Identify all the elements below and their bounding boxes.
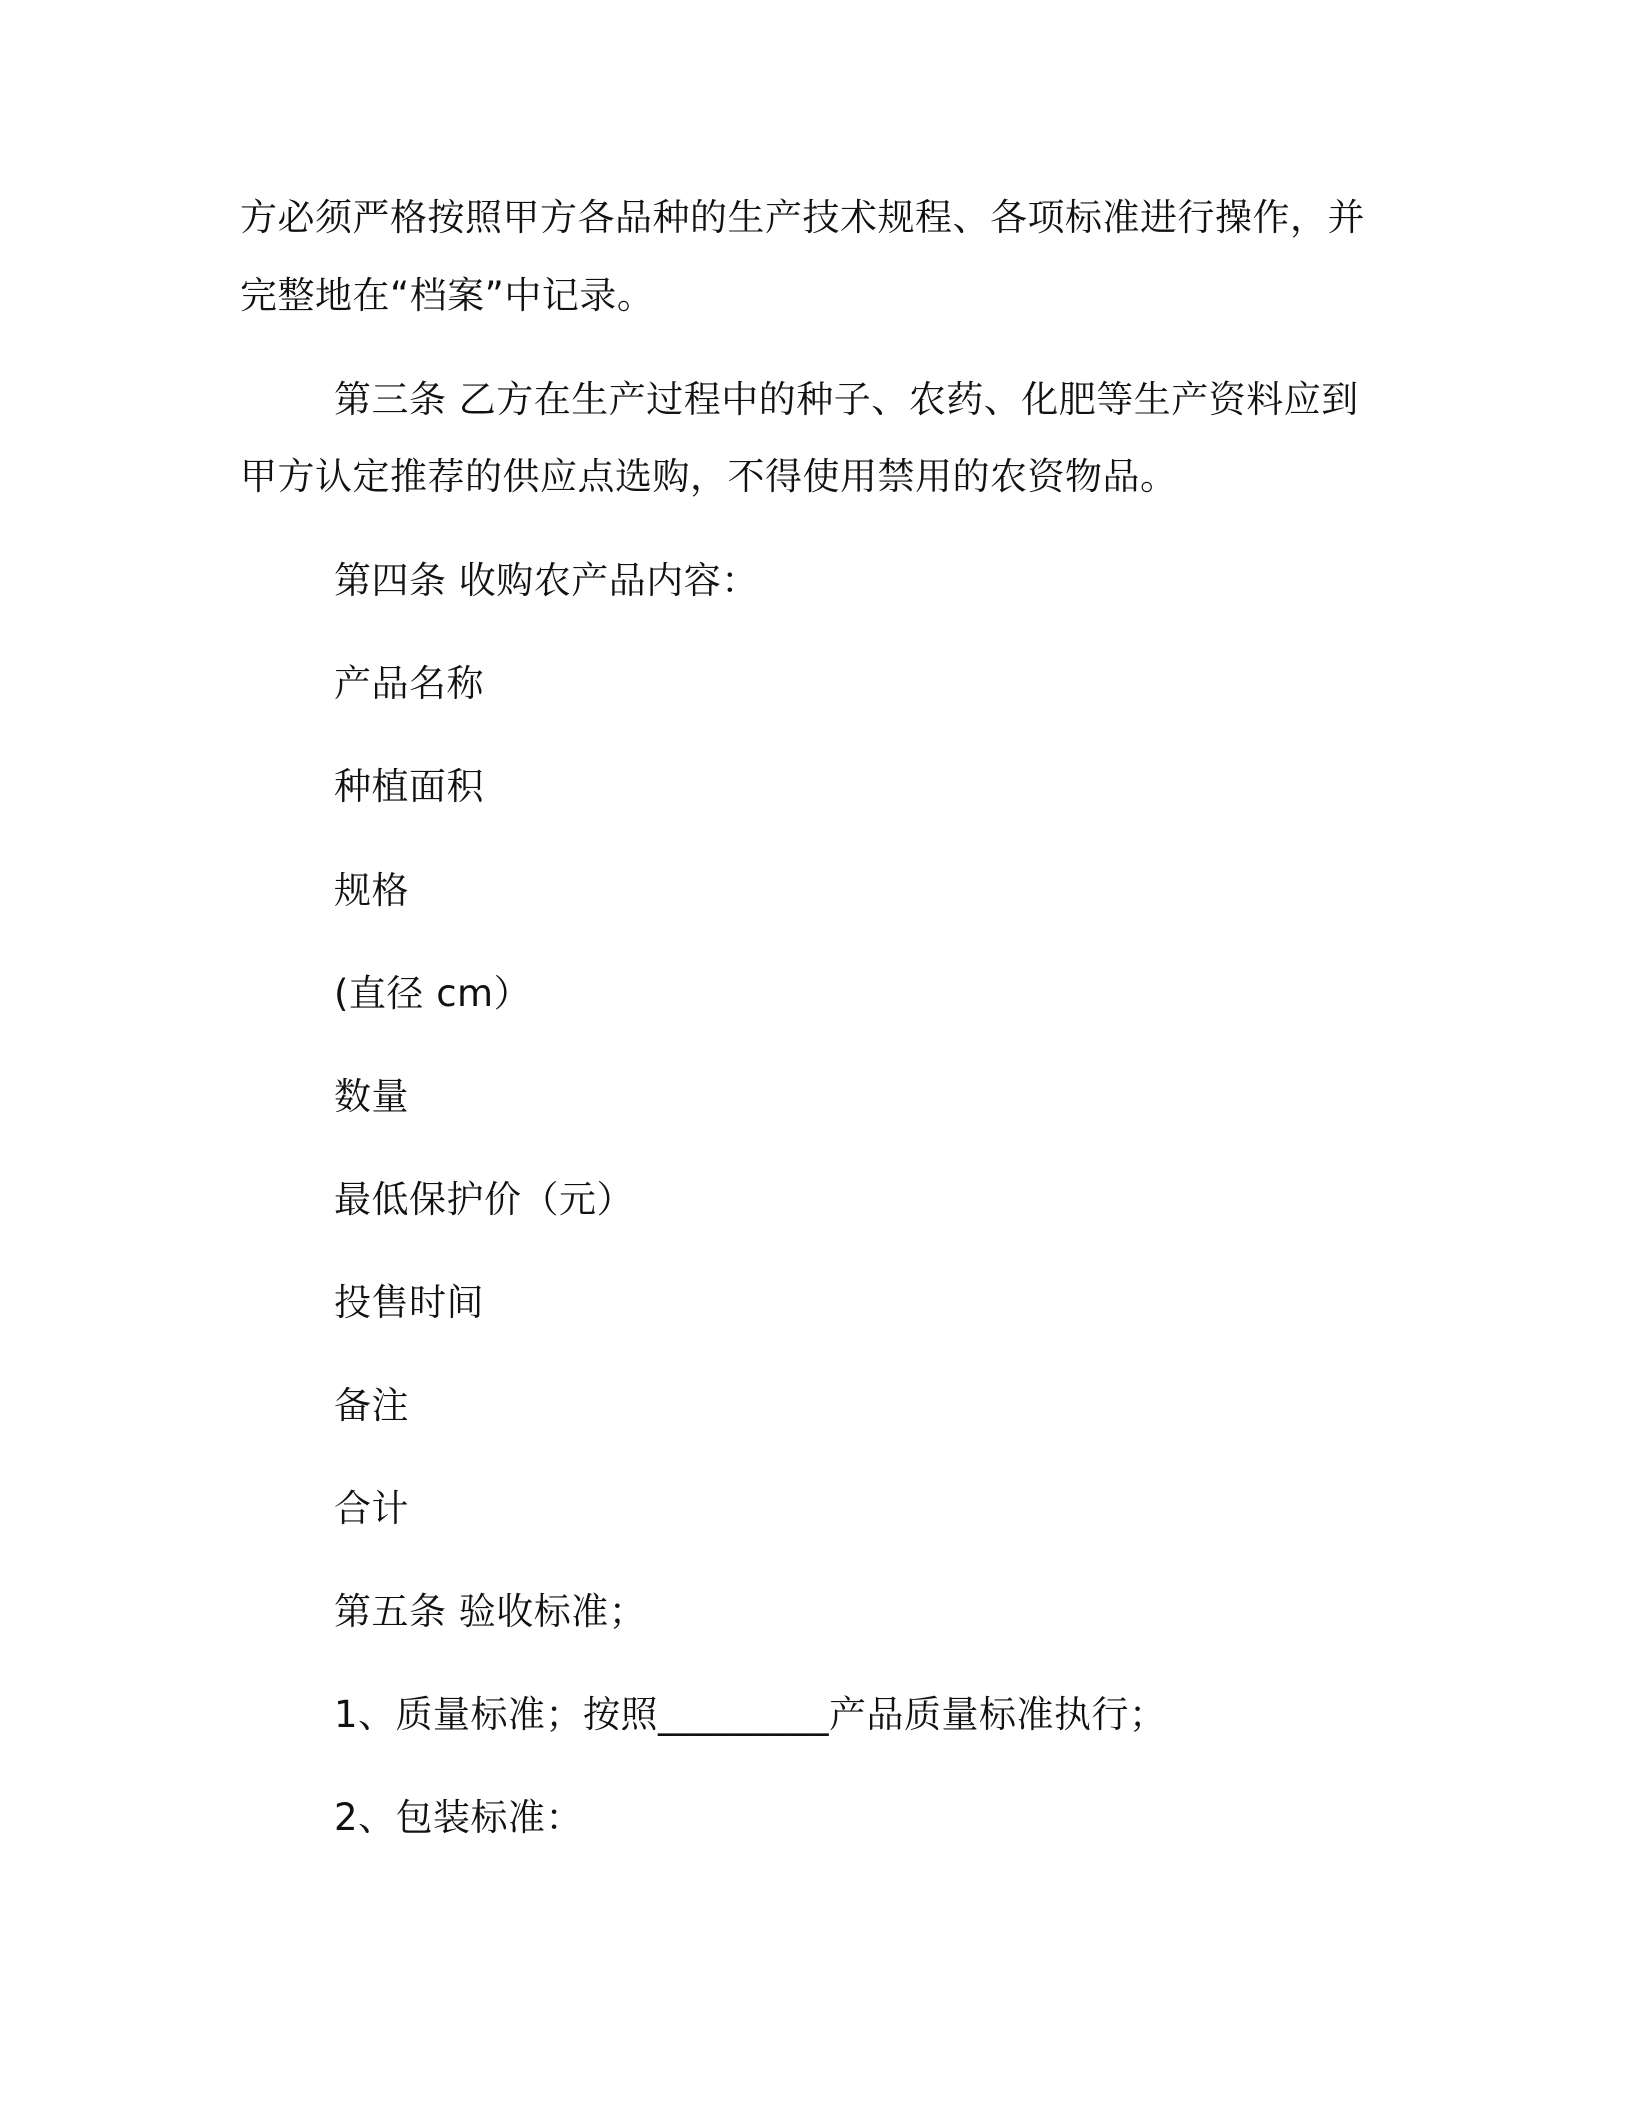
list-item-sale-time: 投售时间 <box>334 1281 484 1324</box>
article-4-heading: 第四条 收购农产品内容： <box>334 559 759 602</box>
list-item-total: 合计 <box>334 1487 409 1530</box>
list-item-diameter: (直径 cm） <box>334 972 532 1015</box>
intro-paragraph-line-2: 完整地在“档案”中记录。 <box>240 274 655 317</box>
packaging-standard-line: 2、包装标准： <box>334 1796 584 1839</box>
list-item-min-price: 最低保护价（元） <box>334 1178 634 1221</box>
list-item-product-name: 产品名称 <box>334 662 484 705</box>
quality-standard-line: 1、质量标准；按照_________产品质量标准执行； <box>334 1693 1167 1736</box>
article-5-heading: 第五条 验收标准； <box>334 1590 647 1633</box>
intro-paragraph-line-1: 方必须严格按照甲方各品种的生产技术规程、各项标准进行操作，并 <box>240 196 1365 239</box>
list-item-remarks: 备注 <box>334 1384 409 1427</box>
list-item-specification: 规格 <box>334 869 409 912</box>
article-3-line-1: 第三条 乙方在生产过程中的种子、农药、化肥等生产资料应到 <box>334 378 1359 421</box>
list-item-planting-area: 种植面积 <box>334 765 484 808</box>
article-3-line-2: 甲方认定推荐的供应点选购，不得使用禁用的农资物品。 <box>240 455 1178 498</box>
list-item-quantity: 数量 <box>334 1075 409 1118</box>
